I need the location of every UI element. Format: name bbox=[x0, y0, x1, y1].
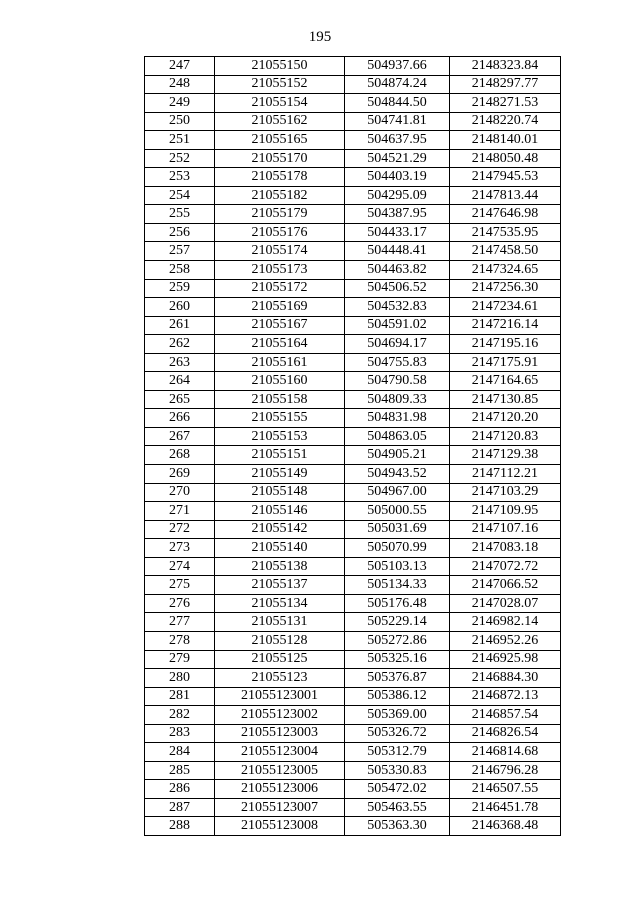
x-coordinate-cell: 504403.19 bbox=[345, 168, 450, 187]
point-index-cell: 264 bbox=[145, 372, 215, 391]
x-coordinate-cell: 504790.58 bbox=[345, 372, 450, 391]
x-coordinate-cell: 504506.52 bbox=[345, 279, 450, 298]
x-coordinate-cell: 504874.24 bbox=[345, 75, 450, 94]
point-index-cell: 269 bbox=[145, 465, 215, 484]
x-coordinate-cell: 505134.33 bbox=[345, 576, 450, 595]
x-coordinate-cell: 504694.17 bbox=[345, 335, 450, 354]
point-code-cell: 21055164 bbox=[215, 335, 345, 354]
point-code-cell: 21055140 bbox=[215, 539, 345, 558]
table-row bbox=[145, 724, 561, 743]
point-code-cell: 21055182 bbox=[215, 186, 345, 205]
y-coordinate-cell: 2147324.65 bbox=[450, 261, 561, 280]
x-coordinate-cell: 505031.69 bbox=[345, 520, 450, 539]
point-index-cell: 250 bbox=[145, 112, 215, 131]
y-coordinate-cell: 2147458.50 bbox=[450, 242, 561, 261]
point-index-cell: 258 bbox=[145, 261, 215, 280]
y-coordinate-cell: 2148140.01 bbox=[450, 131, 561, 150]
point-code-cell: 21055134 bbox=[215, 594, 345, 613]
table-row bbox=[145, 706, 561, 725]
point-code-cell: 21055179 bbox=[215, 205, 345, 224]
x-coordinate-cell: 504591.02 bbox=[345, 316, 450, 335]
point-code-cell: 21055160 bbox=[215, 372, 345, 391]
point-index-cell: 266 bbox=[145, 409, 215, 428]
table-row bbox=[145, 353, 561, 372]
point-code-cell: 21055123007 bbox=[215, 798, 345, 817]
point-index-cell: 273 bbox=[145, 539, 215, 558]
table-row bbox=[145, 131, 561, 150]
x-coordinate-cell: 504387.95 bbox=[345, 205, 450, 224]
x-coordinate-cell: 504844.50 bbox=[345, 94, 450, 113]
point-code-cell: 21055165 bbox=[215, 131, 345, 150]
y-coordinate-cell: 2147129.38 bbox=[450, 446, 561, 465]
y-coordinate-cell: 2146884.30 bbox=[450, 669, 561, 688]
y-coordinate-cell: 2146952.26 bbox=[450, 631, 561, 650]
x-coordinate-cell: 504463.82 bbox=[345, 261, 450, 280]
x-coordinate-cell: 504448.41 bbox=[345, 242, 450, 261]
y-coordinate-cell: 2146507.55 bbox=[450, 780, 561, 799]
y-coordinate-cell: 2147945.53 bbox=[450, 168, 561, 187]
y-coordinate-cell: 2147120.20 bbox=[450, 409, 561, 428]
x-coordinate-cell: 505376.87 bbox=[345, 669, 450, 688]
x-coordinate-cell: 505000.55 bbox=[345, 502, 450, 521]
point-code-cell: 21055158 bbox=[215, 390, 345, 409]
point-code-cell: 21055153 bbox=[215, 427, 345, 446]
point-index-cell: 272 bbox=[145, 520, 215, 539]
point-index-cell: 287 bbox=[145, 798, 215, 817]
point-code-cell: 21055123008 bbox=[215, 817, 345, 836]
table-row bbox=[145, 390, 561, 409]
x-coordinate-cell: 505363.30 bbox=[345, 817, 450, 836]
point-code-cell: 21055174 bbox=[215, 242, 345, 261]
x-coordinate-cell: 504295.09 bbox=[345, 186, 450, 205]
point-index-cell: 279 bbox=[145, 650, 215, 669]
y-coordinate-cell: 2147083.18 bbox=[450, 539, 561, 558]
point-index-cell: 284 bbox=[145, 743, 215, 762]
x-coordinate-cell: 505272.86 bbox=[345, 631, 450, 650]
x-coordinate-cell: 504755.83 bbox=[345, 353, 450, 372]
point-code-cell: 21055155 bbox=[215, 409, 345, 428]
point-index-cell: 259 bbox=[145, 279, 215, 298]
y-coordinate-cell: 2147813.44 bbox=[450, 186, 561, 205]
point-code-cell: 21055123 bbox=[215, 669, 345, 688]
table-row bbox=[145, 298, 561, 317]
point-index-cell: 247 bbox=[145, 57, 215, 76]
x-coordinate-cell: 504433.17 bbox=[345, 223, 450, 242]
point-code-cell: 21055154 bbox=[215, 94, 345, 113]
x-coordinate-cell: 504943.52 bbox=[345, 465, 450, 484]
y-coordinate-cell: 2147109.95 bbox=[450, 502, 561, 521]
table-row bbox=[145, 650, 561, 669]
table-row bbox=[145, 316, 561, 335]
x-coordinate-cell: 504809.33 bbox=[345, 390, 450, 409]
table-row bbox=[145, 539, 561, 558]
point-index-cell: 288 bbox=[145, 817, 215, 836]
point-code-cell: 21055123001 bbox=[215, 687, 345, 706]
point-code-cell: 21055146 bbox=[215, 502, 345, 521]
page-number: 195 bbox=[308, 29, 332, 45]
table-row bbox=[145, 780, 561, 799]
y-coordinate-cell: 2148220.74 bbox=[450, 112, 561, 131]
x-coordinate-cell: 505325.16 bbox=[345, 650, 450, 669]
y-coordinate-cell: 2146451.78 bbox=[450, 798, 561, 817]
y-coordinate-cell: 2148050.48 bbox=[450, 149, 561, 168]
x-coordinate-cell: 505070.99 bbox=[345, 539, 450, 558]
coordinates-table bbox=[144, 56, 561, 836]
point-code-cell: 21055137 bbox=[215, 576, 345, 595]
point-index-cell: 248 bbox=[145, 75, 215, 94]
point-index-cell: 251 bbox=[145, 131, 215, 150]
table-row bbox=[145, 483, 561, 502]
point-code-cell: 21055173 bbox=[215, 261, 345, 280]
point-code-cell: 21055123006 bbox=[215, 780, 345, 799]
y-coordinate-cell: 2148271.53 bbox=[450, 94, 561, 113]
point-code-cell: 21055161 bbox=[215, 353, 345, 372]
table-row bbox=[145, 798, 561, 817]
table-row bbox=[145, 669, 561, 688]
y-coordinate-cell: 2148323.84 bbox=[450, 57, 561, 76]
y-coordinate-cell: 2147028.07 bbox=[450, 594, 561, 613]
point-code-cell: 21055142 bbox=[215, 520, 345, 539]
y-coordinate-cell: 2148297.77 bbox=[450, 75, 561, 94]
point-code-cell: 21055128 bbox=[215, 631, 345, 650]
x-coordinate-cell: 505312.79 bbox=[345, 743, 450, 762]
point-index-cell: 257 bbox=[145, 242, 215, 261]
point-index-cell: 275 bbox=[145, 576, 215, 595]
y-coordinate-cell: 2147175.91 bbox=[450, 353, 561, 372]
x-coordinate-cell: 505463.55 bbox=[345, 798, 450, 817]
table-row bbox=[145, 279, 561, 298]
point-index-cell: 265 bbox=[145, 390, 215, 409]
table-row bbox=[145, 223, 561, 242]
y-coordinate-cell: 2147107.16 bbox=[450, 520, 561, 539]
point-index-cell: 256 bbox=[145, 223, 215, 242]
table-row bbox=[145, 57, 561, 76]
table-row bbox=[145, 149, 561, 168]
point-index-cell: 285 bbox=[145, 761, 215, 780]
y-coordinate-cell: 2147216.14 bbox=[450, 316, 561, 335]
point-index-cell: 280 bbox=[145, 669, 215, 688]
point-index-cell: 267 bbox=[145, 427, 215, 446]
x-coordinate-cell: 504741.81 bbox=[345, 112, 450, 131]
point-index-cell: 286 bbox=[145, 780, 215, 799]
point-index-cell: 276 bbox=[145, 594, 215, 613]
y-coordinate-cell: 2146796.28 bbox=[450, 761, 561, 780]
y-coordinate-cell: 2147112.21 bbox=[450, 465, 561, 484]
table-row bbox=[145, 261, 561, 280]
table-row bbox=[145, 761, 561, 780]
point-index-cell: 260 bbox=[145, 298, 215, 317]
y-coordinate-cell: 2147646.98 bbox=[450, 205, 561, 224]
table-row bbox=[145, 465, 561, 484]
point-code-cell: 21055148 bbox=[215, 483, 345, 502]
point-index-cell: 271 bbox=[145, 502, 215, 521]
x-coordinate-cell: 505472.02 bbox=[345, 780, 450, 799]
y-coordinate-cell: 2147195.16 bbox=[450, 335, 561, 354]
y-coordinate-cell: 2146368.48 bbox=[450, 817, 561, 836]
y-coordinate-cell: 2146872.13 bbox=[450, 687, 561, 706]
table-row bbox=[145, 112, 561, 131]
x-coordinate-cell: 505369.00 bbox=[345, 706, 450, 725]
point-code-cell: 21055162 bbox=[215, 112, 345, 131]
point-index-cell: 261 bbox=[145, 316, 215, 335]
point-index-cell: 270 bbox=[145, 483, 215, 502]
y-coordinate-cell: 2147066.52 bbox=[450, 576, 561, 595]
table-row bbox=[145, 335, 561, 354]
table-row bbox=[145, 94, 561, 113]
table-row bbox=[145, 186, 561, 205]
x-coordinate-cell: 505326.72 bbox=[345, 724, 450, 743]
y-coordinate-cell: 2147072.72 bbox=[450, 557, 561, 576]
point-index-cell: 255 bbox=[145, 205, 215, 224]
point-code-cell: 21055176 bbox=[215, 223, 345, 242]
table-row bbox=[145, 557, 561, 576]
point-code-cell: 21055151 bbox=[215, 446, 345, 465]
table-row bbox=[145, 372, 561, 391]
x-coordinate-cell: 504532.83 bbox=[345, 298, 450, 317]
point-code-cell: 21055170 bbox=[215, 149, 345, 168]
table-row bbox=[145, 75, 561, 94]
x-coordinate-cell: 504967.00 bbox=[345, 483, 450, 502]
point-index-cell: 283 bbox=[145, 724, 215, 743]
table-row bbox=[145, 817, 561, 836]
table-row bbox=[145, 687, 561, 706]
point-index-cell: 252 bbox=[145, 149, 215, 168]
point-index-cell: 262 bbox=[145, 335, 215, 354]
point-code-cell: 21055125 bbox=[215, 650, 345, 669]
point-index-cell: 263 bbox=[145, 353, 215, 372]
x-coordinate-cell: 504637.95 bbox=[345, 131, 450, 150]
y-coordinate-cell: 2147234.61 bbox=[450, 298, 561, 317]
point-code-cell: 21055167 bbox=[215, 316, 345, 335]
table-row bbox=[145, 242, 561, 261]
point-code-cell: 21055149 bbox=[215, 465, 345, 484]
coordinates-table-body bbox=[145, 57, 561, 836]
point-index-cell: 282 bbox=[145, 706, 215, 725]
point-index-cell: 274 bbox=[145, 557, 215, 576]
table-row bbox=[145, 520, 561, 539]
y-coordinate-cell: 2147256.30 bbox=[450, 279, 561, 298]
point-code-cell: 21055123002 bbox=[215, 706, 345, 725]
table-row bbox=[145, 168, 561, 187]
x-coordinate-cell: 505229.14 bbox=[345, 613, 450, 632]
point-index-cell: 253 bbox=[145, 168, 215, 187]
x-coordinate-cell: 505103.13 bbox=[345, 557, 450, 576]
point-index-cell: 281 bbox=[145, 687, 215, 706]
point-code-cell: 21055123005 bbox=[215, 761, 345, 780]
x-coordinate-cell: 505176.48 bbox=[345, 594, 450, 613]
y-coordinate-cell: 2147120.83 bbox=[450, 427, 561, 446]
y-coordinate-cell: 2147535.95 bbox=[450, 223, 561, 242]
x-coordinate-cell: 505330.83 bbox=[345, 761, 450, 780]
y-coordinate-cell: 2147103.29 bbox=[450, 483, 561, 502]
point-index-cell: 254 bbox=[145, 186, 215, 205]
point-index-cell: 249 bbox=[145, 94, 215, 113]
y-coordinate-cell: 2146826.54 bbox=[450, 724, 561, 743]
table-row bbox=[145, 594, 561, 613]
y-coordinate-cell: 2146982.14 bbox=[450, 613, 561, 632]
y-coordinate-cell: 2146857.54 bbox=[450, 706, 561, 725]
x-coordinate-cell: 504863.05 bbox=[345, 427, 450, 446]
y-coordinate-cell: 2146925.98 bbox=[450, 650, 561, 669]
point-code-cell: 21055172 bbox=[215, 279, 345, 298]
point-index-cell: 268 bbox=[145, 446, 215, 465]
y-coordinate-cell: 2146814.68 bbox=[450, 743, 561, 762]
point-code-cell: 21055138 bbox=[215, 557, 345, 576]
point-code-cell: 21055123003 bbox=[215, 724, 345, 743]
point-index-cell: 278 bbox=[145, 631, 215, 650]
x-coordinate-cell: 505386.12 bbox=[345, 687, 450, 706]
table-row bbox=[145, 613, 561, 632]
table-row bbox=[145, 205, 561, 224]
y-coordinate-cell: 2147164.65 bbox=[450, 372, 561, 391]
x-coordinate-cell: 504937.66 bbox=[345, 57, 450, 76]
point-code-cell: 21055178 bbox=[215, 168, 345, 187]
table-row bbox=[145, 631, 561, 650]
x-coordinate-cell: 504831.98 bbox=[345, 409, 450, 428]
point-code-cell: 21055123004 bbox=[215, 743, 345, 762]
point-index-cell: 277 bbox=[145, 613, 215, 632]
table-row bbox=[145, 576, 561, 595]
point-code-cell: 21055169 bbox=[215, 298, 345, 317]
table-row bbox=[145, 427, 561, 446]
y-coordinate-cell: 2147130.85 bbox=[450, 390, 561, 409]
x-coordinate-cell: 504905.21 bbox=[345, 446, 450, 465]
table-row bbox=[145, 409, 561, 428]
table-row bbox=[145, 743, 561, 762]
table-row bbox=[145, 502, 561, 521]
table-row bbox=[145, 446, 561, 465]
point-code-cell: 21055150 bbox=[215, 57, 345, 76]
x-coordinate-cell: 504521.29 bbox=[345, 149, 450, 168]
point-code-cell: 21055131 bbox=[215, 613, 345, 632]
point-code-cell: 21055152 bbox=[215, 75, 345, 94]
